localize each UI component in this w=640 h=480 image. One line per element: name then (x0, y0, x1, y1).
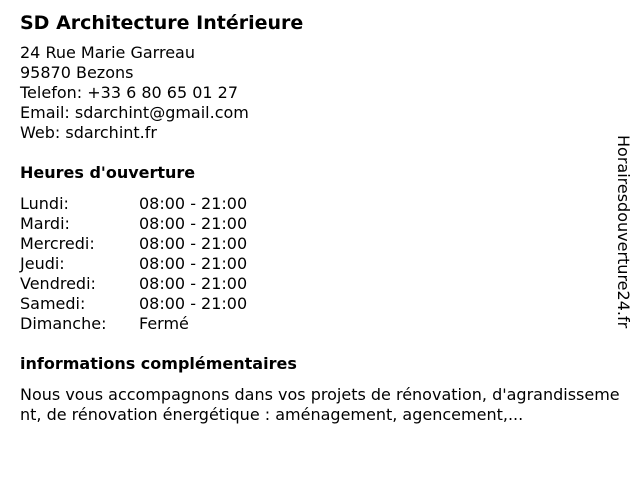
website: Web: sdarchint.fr (20, 123, 157, 142)
email-address: Email: sdarchint@gmail.com (20, 103, 249, 122)
day-label: Vendredi: (20, 274, 96, 293)
time-range: 08:00 - 21:00 (139, 214, 248, 233)
day-label: Jeudi: (20, 254, 65, 273)
site-watermark: Horairesdouverture24.fr (614, 135, 633, 329)
time-range: 08:00 - 21:00 (139, 294, 248, 313)
day-label: Mercredi: (20, 234, 95, 253)
address-line-2: 95870 Bezons (20, 63, 134, 82)
time-range: 08:00 - 21:00 (139, 234, 248, 253)
day-label: Lundi: (20, 194, 69, 213)
hours-row-sunday (20, 314, 320, 334)
time-range: 08:00 - 21:00 (139, 274, 248, 293)
time-range: 08:00 - 21:00 (139, 254, 248, 273)
day-label: Samedi: (20, 294, 86, 313)
opening-hours-table (20, 194, 320, 334)
time-range: Fermé (139, 314, 189, 333)
hours-row-saturday (20, 294, 320, 314)
day-label: Dimanche: (20, 314, 107, 333)
address-line-1: 24 Rue Marie Garreau (20, 43, 195, 62)
hours-row-monday (20, 194, 320, 214)
hours-row-tuesday (20, 214, 320, 234)
hours-row-friday (20, 274, 320, 294)
opening-hours-heading: Heures d'ouverture (20, 163, 196, 182)
contact-block (20, 43, 249, 143)
time-range: 08:00 - 21:00 (139, 194, 248, 213)
phone-number: Telefon: +33 6 80 65 01 27 (20, 83, 239, 102)
additional-info-heading: informations complémentaires (20, 354, 297, 373)
additional-info-text: Nous vous accompagnons dans vos projets de rénovation, d'agrandissement, de rénovation énergétique : aménagement, agencement,... (20, 385, 620, 424)
hours-row-thursday (20, 254, 320, 274)
business-name: SD Architecture Intérieure (20, 12, 304, 34)
hours-row-wednesday (20, 234, 320, 254)
day-label: Mardi: (20, 214, 70, 233)
